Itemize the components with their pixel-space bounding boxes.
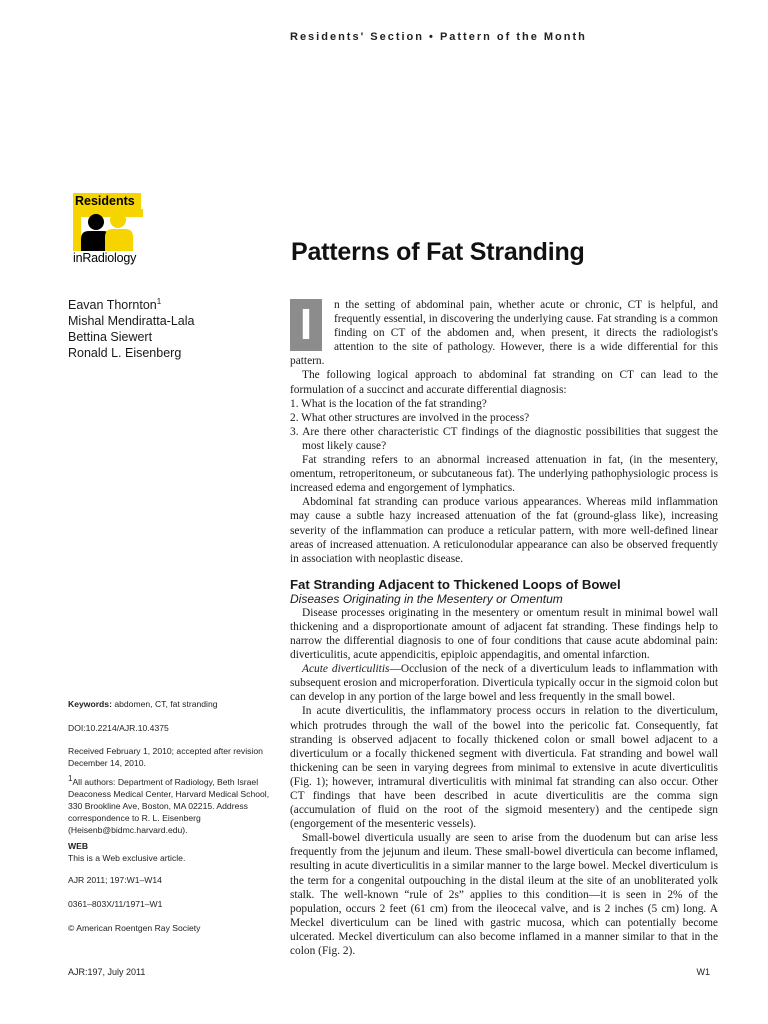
author-name: Mishal Mendiratta-Lala bbox=[68, 314, 195, 328]
web-note: This is a Web exclusive article. bbox=[68, 853, 186, 863]
paragraph: Small-bowel diverticula usually are seen to arise from the duodenum but can arise less frequently from the jejunum and ileum. These small-bowel diverticula can become inflamed, resulting in acute diverticulitis in a similar manner to the large bowel. Meckel diverticulum is the term for a congenital outpouching in the distal ileum at the site of an unobliterated yolk stalk. The well-known “rule of 2s” applies to this condition—it is seen in 2% of the population, occurs 2 feet (61 cm) from the ileocecal valve, and is 2 inches (5 cm) long. A Meckel diverticulum can be lined with gastric mucosa, which can potentially become ulcerated. Meckel diverticulum can also become inflamed in a manner similar to that in the colon (Fig. 2). bbox=[290, 832, 718, 958]
list-item: 1. What is the location of the fat stranding? bbox=[290, 397, 487, 410]
paragraph: The following logical approach to abdominal fat stranding on CT can lead to the formulation of a succinct and accurate differential diagnosis: bbox=[290, 369, 718, 396]
question-list bbox=[290, 397, 718, 453]
logo-inradiology-label: inRadiology bbox=[73, 251, 137, 265]
footer-journal: AJR:197, July 2011 bbox=[68, 967, 146, 977]
page-number: W1 bbox=[696, 967, 710, 977]
section-header: Residents' Section • Pattern of the Month bbox=[290, 31, 587, 43]
issn: 0361–803X/11/1971–W1 bbox=[68, 899, 163, 909]
author-name: Ronald L. Eisenberg bbox=[68, 346, 182, 360]
paragraph: Abdominal fat stranding can produce various appearances. Whereas mild inflammation may cause a subtle hazy increased attenuation of the fat (ground-glass like), increasing severity of the inflammation can produce a reticular pattern, with more well-defined linear areas of increased attenuation. A reticulonodular appearance can also be observed frequently in association with neoplastic disease. bbox=[290, 496, 718, 565]
copyright: © American Roentgen Ray Society bbox=[68, 923, 201, 933]
author-list bbox=[68, 297, 194, 361]
author-name: Eavan Thornton$^1$ bbox=[68, 296, 162, 312]
article-body bbox=[290, 298, 718, 958]
doi: DOI:10.2214/AJR.10.4375 bbox=[68, 723, 169, 733]
affiliation: 1All authors: Department of Radiology, Beth Israel Deaconess Medical Center, Harvard Medical School, 330 Brookline Ave, Boston, MA 02215. Address correspondence to R. L. Eisenberg (Heisenb@bidmc.harvard.edu). bbox=[68, 774, 270, 835]
paragraph: Acute diverticulitis—Occlusion of the neck of a diverticulum leads to inflammation with subsequent erosion and microperforation. Diverticula typically occur in the sigmoid colon but can develop in any portion of the large bowel and less frequently in the small bowel. bbox=[290, 663, 718, 704]
list-item: 2. What other structures are involved in the process? bbox=[290, 411, 530, 424]
paragraph: Fat stranding refers to an abnormal increased attenuation in fat, (in the mesentery, omentum, retroperitoneum, or subcutaneous fat). The underlying pathophysiologic process is increased edema and engorgement of lymphatics. bbox=[290, 454, 718, 495]
author-name: Bettina Siewert bbox=[68, 330, 153, 344]
intro-paragraph: I n the setting of abdominal pain, whether acute or chronic, CT is helpful, and frequently essential, in discovering the underlying cause. Fat stranding is a common finding on CT of the abdomen and, when present, it directs the radiologist's attention to the site of pathology. However, there is a wide differential for this pattern. bbox=[290, 299, 718, 368]
web-label: WEB bbox=[68, 841, 89, 851]
paragraph: In acute diverticulitis, the inflammatory process occurs in relation to the diverticulum, which protrudes through the wall of the bowel into the pericolic fat. Consequently, fat stranding is observed adjacent to focally thickened colon or small bowel adjacent to a diverticulum or a focally thickened segment with diverticula. Fat stranding and bowel wall thickening can be seen in varying degrees from minimal to extensive in acute diverticulitis (Fig. 1); however, intramural diverticulitis with minimal fat stranding can also occur. Other CT findings that have been described in acute diverticulitis are the comma sign (accumulation of fluid on the root of the sigmoid mesentery) and the centipede sign (engorgement of the mesenteric vessels). bbox=[290, 705, 718, 831]
keywords: Keywords: abdomen, CT, fat stranding bbox=[68, 699, 218, 709]
logo-figures-icon bbox=[73, 209, 143, 251]
section-heading: Fat Stranding Adjacent to Thickened Loops of Bowel bbox=[290, 576, 621, 592]
article-title: Patterns of Fat Stranding bbox=[291, 238, 585, 266]
citation: AJR 2011; 197:W1–W14 bbox=[68, 875, 162, 885]
run-in-heading: Acute diverticulitis bbox=[302, 663, 390, 676]
received-dates: Received February 1, 2010; accepted after revision December 14, 2010. bbox=[68, 746, 263, 768]
list-item: 3. Are there other characteristic CT findings of the diagnostic possibilities that suggest the most likely cause? bbox=[290, 425, 718, 452]
residents-in-radiology-logo bbox=[73, 193, 143, 271]
drop-cap: I bbox=[290, 299, 322, 351]
paragraph: Disease processes originating in the mesentery or omentum result in minimal bowel wall thickening and a disproportionate amount of adjacent fat stranding. These findings help to narrow the differential diagnosis to one of four conditions that cause acute abdominal pain: diverticulitis, acute appendicitis, epiploic appendagitis, and omental infarction. bbox=[290, 606, 718, 662]
sub-heading: Diseases Originating in the Mesentery or Omentum bbox=[290, 591, 563, 606]
logo-residents-label: Residents bbox=[73, 193, 141, 209]
